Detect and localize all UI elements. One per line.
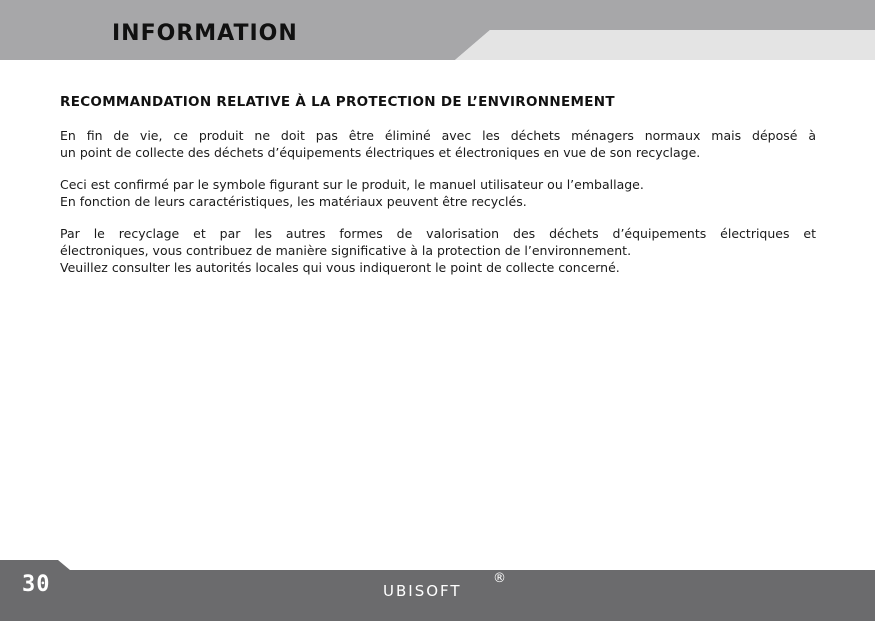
- main-content: [60, 92, 816, 291]
- paragraph-line: Veuillez consulter les autorités locales qui vous indiqueront le point de collecte concerné.: [60, 260, 620, 275]
- paragraph-line: électroniques, vous contribuez de manière significative à la protection de l’environnement.: [60, 243, 632, 258]
- header-light-band: [455, 30, 875, 60]
- paragraph-line: En fin de vie, ce produit ne doit pas être éliminé avec les déchets ménagers normaux mais déposé à: [60, 128, 816, 143]
- paragraph-disposal: [60, 127, 816, 161]
- paragraph-line: Ceci est confirmé par le symbole figurant sur le produit, le manuel utilisateur ou l’emballage.: [60, 177, 644, 192]
- paragraph-line: Par le recyclage et par les autres formes de valorisation des déchets d’équipements électriques et: [60, 226, 816, 241]
- section-heading: RECOMMANDATION RELATIVE À LA PROTECTION DE L’ENVIRONNEMENT: [60, 94, 615, 110]
- paragraph-recycling: [60, 225, 816, 276]
- page-number: 30: [22, 572, 51, 597]
- ubisoft-logo: UBISOFT: [383, 582, 462, 600]
- page-title: INFORMATION: [112, 21, 298, 46]
- paragraph-symbol: [60, 176, 816, 210]
- paragraph-line: En fonction de leurs caractéristiques, les matériaux peuvent être recyclés.: [60, 194, 527, 209]
- paragraph-line: un point de collecte des déchets d’équipements électriques et électroniques en vue de son recyclage.: [60, 145, 701, 160]
- registered-mark: ®: [493, 571, 506, 586]
